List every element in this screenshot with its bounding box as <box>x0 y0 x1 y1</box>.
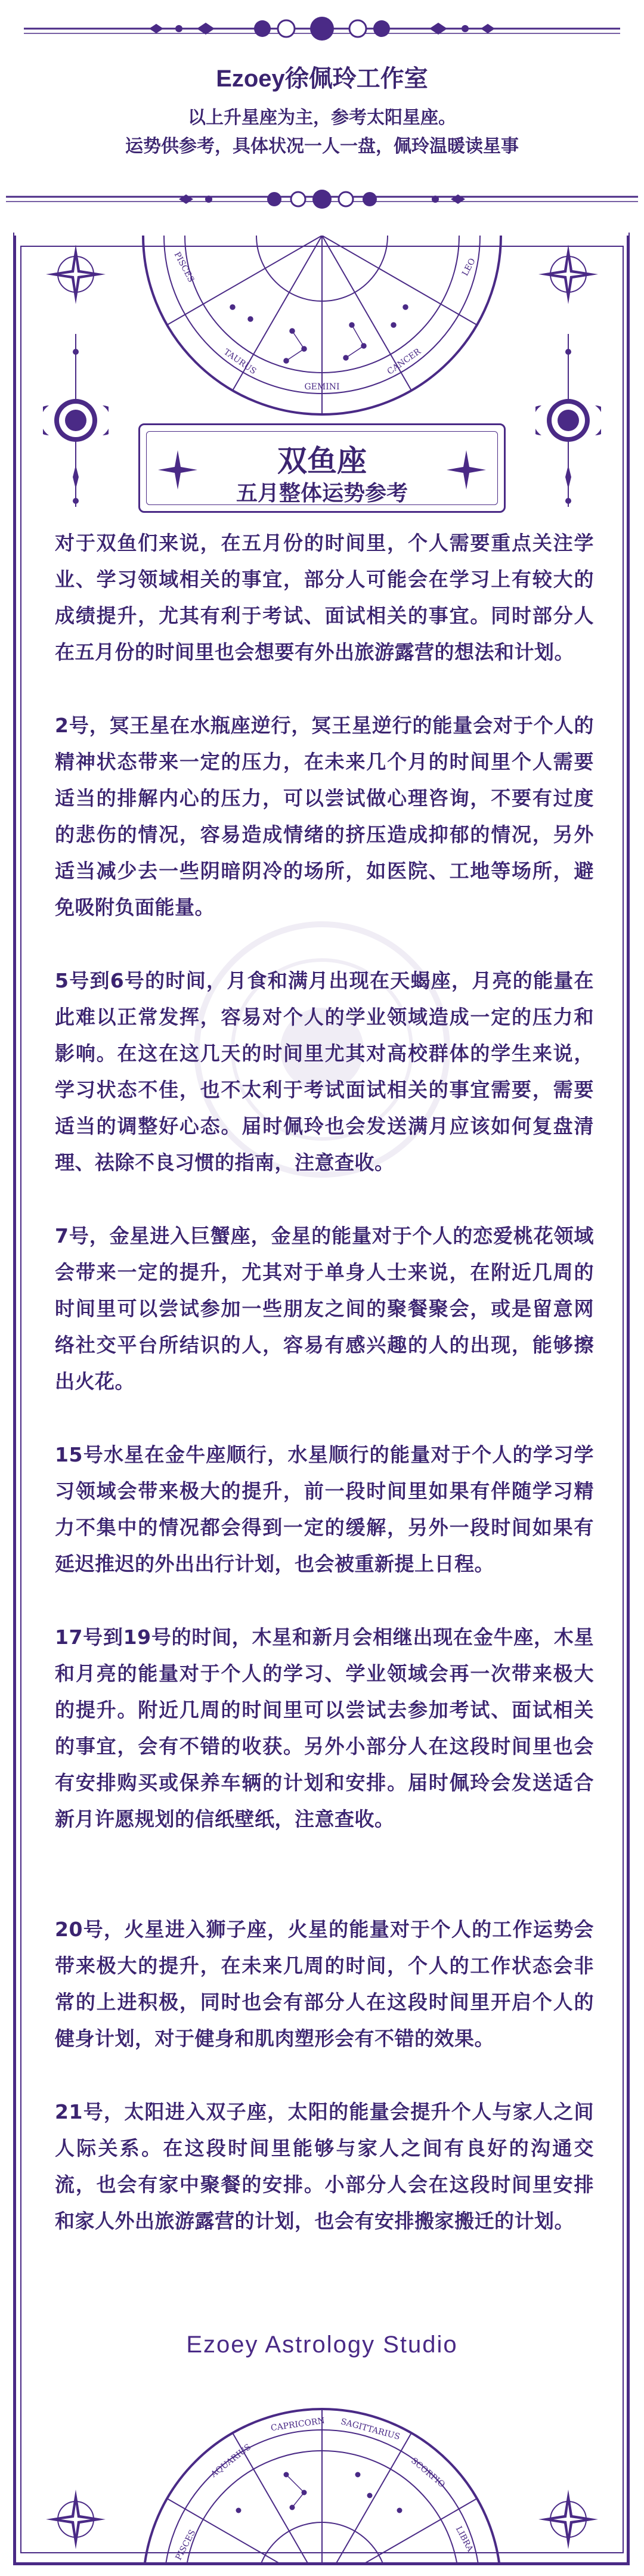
crescent-moon-icon <box>43 334 109 507</box>
four-point-star-icon <box>43 242 109 307</box>
wheel-label: TAURUS <box>222 347 258 377</box>
forecast-paragraph: 5号到6号的时间，月食和满月出现在天蝎座，月亮的能量在此难以正常发挥，容易对个人的学业领域造成一定的压力和影响。在这在这几天的时间里尤其对高校群体的学生来说，学习状态不佳，也不太利于考试面试相关的事宜需要，需要适当的调整好心态。届时佩玲也会发送满月应该如何复盘清理、祛除不良习惯的指南，注意查收。 <box>55 969 594 1174</box>
zodiac-wheel-bottom-icon <box>137 2403 507 2564</box>
four-point-star-icon <box>535 2487 601 2552</box>
wheel-label: LIBRA <box>453 2525 475 2554</box>
wheel-label: SCORPIO <box>409 2456 447 2490</box>
wheel-label: PISCES <box>174 2528 198 2562</box>
wheel-label: SAGITTARIUS <box>339 2417 401 2442</box>
wheel-label: CANCER <box>385 346 423 377</box>
wheel-label: AQUARIUS <box>209 2442 253 2479</box>
four-point-star-icon <box>43 2487 109 2552</box>
zodiac-wheel-top-icon <box>137 236 507 420</box>
four-point-star-icon <box>535 242 601 307</box>
crescent-moon-icon <box>535 334 601 507</box>
wheel-label: PISCES <box>172 250 196 284</box>
wheel-label: GEMINI <box>304 382 340 392</box>
forecast-paragraph: 7号，金星进入巨蟹座，金星的能量对于个人的恋爱桃花领域会带来一定的提升，尤其对于单身人士来说，在附近几周的时间里可以尝试参加一些朋友之间的聚餐聚会，或是留意网络社交平台所结识的人，容易有感兴趣的人的出现，能够擦出火花。 <box>55 1224 594 1393</box>
forecast-paragraph: 对于双鱼们来说，在五月份的时间里，个人需要重点关注学业、学习领域相关的事宜，部分人可能会在学习上有较大的成绩提升，尤其有利于考试、面试相关的事宜。同时部分人在五月份的时间里也会想要有外出旅游露营的想法和计划。 <box>55 531 594 664</box>
forecast-paragraph: 15号水星在金牛座顺行，水星顺行的能量对于个人的学习学习领域会带来极大的提升，前一段时间里如果有伴随学习精力不集中的情况都会得到一定的缓解，另外一段时间如果有延迟推迟的外出出行计划，也会被重新提上日程。 <box>55 1443 594 1575</box>
title-box <box>138 423 506 513</box>
header <box>0 0 644 221</box>
wheel-top-mask <box>14 215 628 236</box>
studio-name: Ezoey徐佩玲工作室 <box>216 66 428 92</box>
wheel-label: CAPRICORN <box>270 2416 326 2433</box>
forecast-paragraph: 2号，冥王星在水瓶座逆行，冥王星逆行的能量会对于个人的精神状态带来一定的压力，在未来几个月的时间里个人需要适当的排解内心的压力，可以尝试做心理咨询，不要有过度的悲伤的情况，容易造成情绪的挤压造成抑郁的情况，另外适当减少去一些阴暗阴冷的场所，如医院、工地等场所，避免吸附负面能量。 <box>55 714 594 919</box>
forecast-paragraph: 17号到19号的时间，木星和新月会相继出现在金牛座，木星和月亮的能量对于个人的学习、学业领域会再一次带来极大的提升。附近几周的时间里可以尝试去参加考试、面试相关的事宜，会有不错的收获。另外小部分人在这段时间里也会有安排购买或保养车辆的计划和安排。届时佩玲会发送适合新月许愿规划的信纸壁纸，注意查收。 <box>55 1626 594 1831</box>
header-ornament-top <box>0 11 644 47</box>
forecast-paragraph: 20号，火星进入狮子座，火星的能量对于个人的工作运势会带来极大的提升，在未来几周的时间，个人的工作状态会非常的上进积极，同时也会有部分人在这段时间里开启个人的健身计划，对于健身和肌肉塑形会有不错的效果。 <box>55 1918 594 2050</box>
wheel-label: LEO <box>460 256 478 278</box>
header-line-2: 运势供参考，具体状况一人一盘，佩玲温暖读星事 <box>125 136 519 157</box>
header-ornament-bottom <box>0 182 644 218</box>
forecast-content <box>55 525 594 2239</box>
forecast-paragraph: 21号，太阳进入双子座，太阳的能量会提升个人与家人之间人际关系。在这段时间里能够与家人之间有良好的沟通交流，也会有家中聚餐的安排。小部分人会在这段时间里安排和家人外出旅游露营的计划，也会有安排搬家搬迁的计划。 <box>55 2100 594 2233</box>
sign-subtitle: 五月整体运势参考 <box>236 481 408 506</box>
header-line-1: 以上升星座为主，参考太阳星座。 <box>188 107 456 128</box>
sign-title: 双鱼座 <box>277 444 367 478</box>
studio-signature: Ezoey Astrology Studio <box>186 2332 458 2358</box>
